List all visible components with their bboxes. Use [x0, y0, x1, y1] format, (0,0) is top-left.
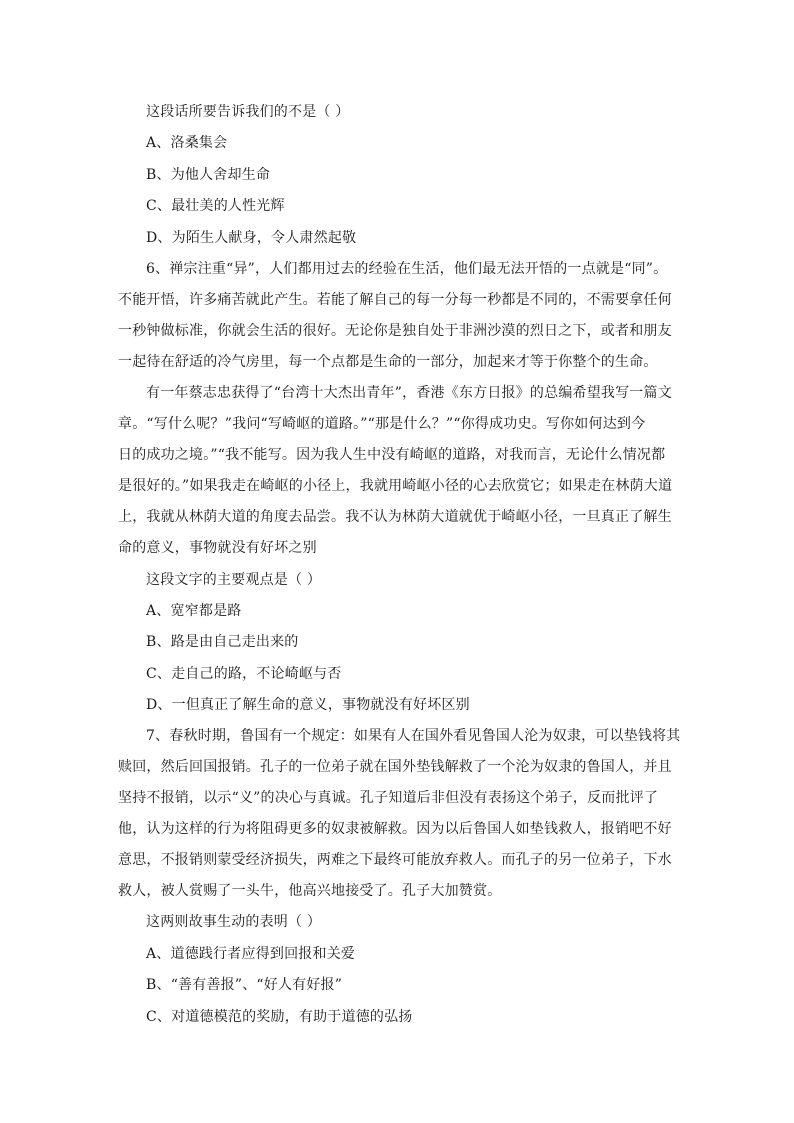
q6-option-a: A、宽窄都是路 — [146, 603, 242, 619]
q6-passage-line: 日的成功之境。”“我不能写。因为我人生中没有崎岖的道路，对我而言，无论什么情况都 — [118, 447, 666, 463]
q6-passage-line: 6、禅宗注重“异”，人们都用过去的经验在生活，他们最无法开悟的一点就是“同”。 — [146, 261, 668, 277]
q6-passage-line: 一起待在舒适的冷气房里，每一个点都是生命的一部分，加起来才等于你整个的生命。 — [118, 354, 658, 370]
q7-passage-line: 7、春秋时期，鲁国有一个规定：如果有人在国外看见鲁国人沦为奴隶，可以垫钱将其 — [146, 728, 681, 744]
q6-passage-line: 章。“写什么呢？”我问“写崎岖的道路。”“那是什么？”“你得成功史。写你如何达到今 — [118, 416, 646, 432]
q7-option-b: B、“善有善报”、“好人有好报” — [146, 977, 343, 993]
q7-option-a: A、道德践行者应得到回报和关爱 — [146, 946, 356, 962]
q6-passage-line: 一秒钟做标准，你就会生活的很好。无论你是独自处于非洲沙漠的烈日之下，或者和朋友 — [118, 323, 672, 339]
q7-passage-line: 他，认为这样的行为将阻碍更多的奴隶被解救。因为以后鲁国人如垫钱救人，报销吧不好 — [118, 821, 672, 837]
q5-option-d: D、为陌生人献身，令人肃然起敬 — [146, 230, 357, 246]
q6-option-b: B、路是由自己走出来的 — [146, 634, 299, 650]
q7-passage-line: 赎回，然后回国报销。孔子的一位弟子就在国外垫钱解救了一个沦为奴隶的鲁国人，并且 — [118, 759, 672, 775]
q5-option-a: A、洛桑集会 — [146, 135, 228, 151]
q6-stem: 这段文字的主要观点是（ ） — [146, 572, 322, 588]
q6-passage-line: 有一年蔡志忠获得了“台湾十大杰出青年”，香港《东方日报》的总编希望我写一篇文 — [146, 385, 672, 401]
q6-passage-line: 不能开悟，许多痛苦就此产生。若能了解自己的每一分每一秒都是不同的，不需要拿任何 — [118, 292, 672, 308]
q6-passage-line: 是很好的。”如果我走在崎岖的小径上，我就用崎岖小径的心去欣赏它；如果走在林荫大道 — [118, 478, 673, 494]
q6-option-c: C、走自己的路，不论崎岖与否 — [146, 666, 342, 682]
q7-stem: 这两则故事生动的表明（ ） — [146, 914, 322, 930]
q5-stem: 这段话所要告诉我们的不是（ ） — [146, 104, 350, 120]
q7-passage-line: 救人，被人赏赐了一头牛，他高兴地接受了。孔子大加赞赏。 — [118, 883, 502, 899]
q7-passage-line: 坚持不报销，以示“义”的决心与真诚。孔子知道后非但没有表扬这个弟子，反而批评了 — [118, 790, 659, 806]
q7-option-c: C、对道德模范的奖励，有助于道德的弘扬 — [146, 1009, 413, 1025]
q6-option-d: D、一但真正了解生命的意义，事物就没有好坏区别 — [146, 697, 470, 713]
q6-passage-line: 命的意义，事物就没有好坏之别 — [118, 540, 317, 556]
q5-option-c: C、最壮美的人性光辉 — [146, 198, 285, 214]
q7-passage-line: 意思，不报销则蒙受经济损失，两难之下最终可能放弃救人。而孔子的另一位弟子，下水 — [118, 852, 672, 868]
q6-passage-line: 上，我就从林荫大道的角度去品尝。我不认为林荫大道就优于崎岖小径，一旦真正了解生 — [118, 509, 672, 525]
q5-option-b: B、为他人舍却生命 — [146, 167, 271, 183]
